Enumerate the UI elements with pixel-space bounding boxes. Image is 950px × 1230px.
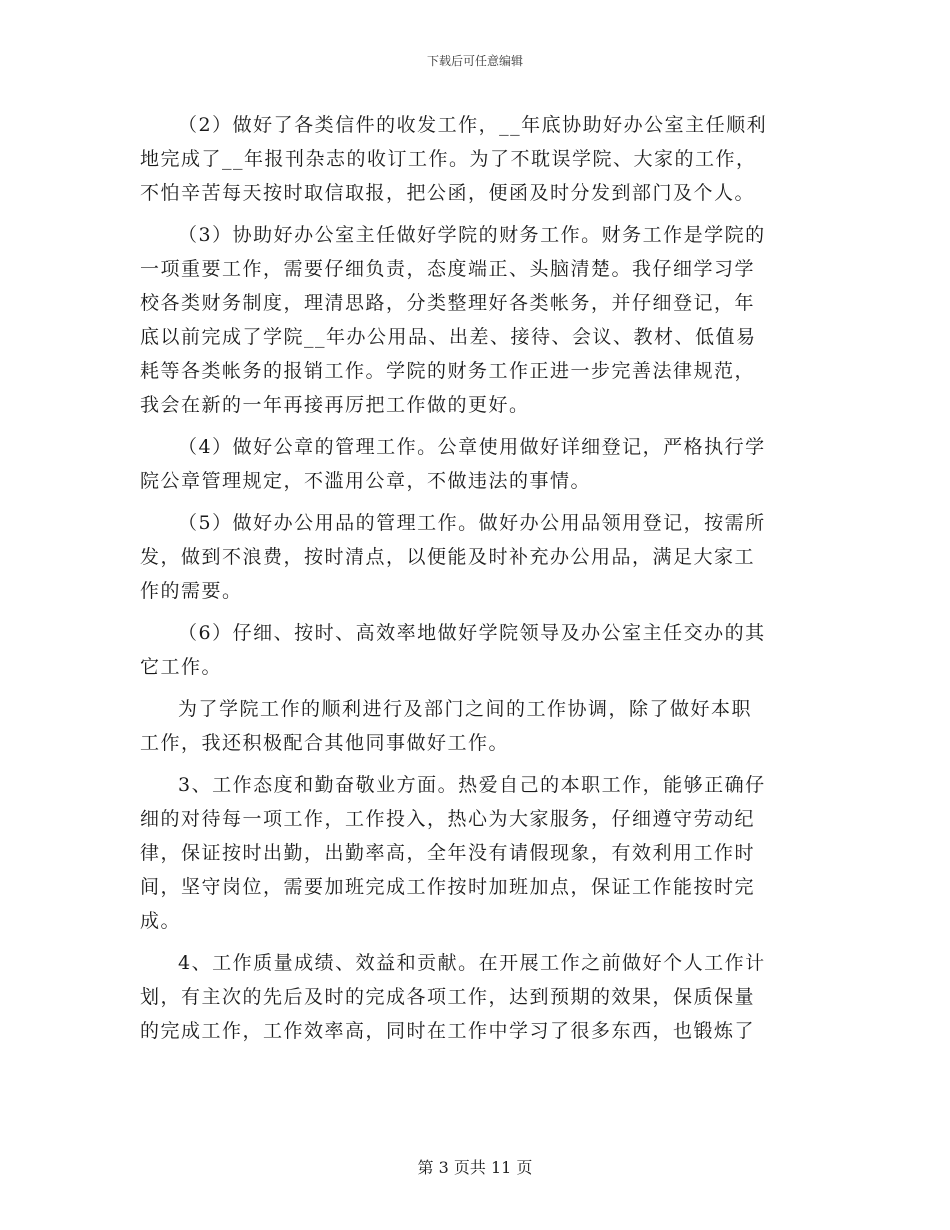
paragraph-line: 为了学院工作的顺利进行及部门之间的工作协调，除了做好本职 [178, 698, 753, 720]
paragraph-line: 作的需要。 [140, 580, 243, 602]
paragraph-line: 3、工作态度和勤奋敬业方面。热爱自己的本职工作，能够正确仔 [178, 774, 766, 796]
paragraph-line: 不怕辛苦每天按时取信取报，把公函，便函及时分发到部门及个人。 [140, 182, 756, 204]
paragraph-line: 间，坚守岗位，需要加班完成工作按时加班加点，保证工作能按时完 [140, 876, 756, 898]
paragraph-line: 我会在新的一年再接再厉把工作做的更好。 [140, 394, 530, 416]
paragraph-line: 底以前完成了学院__年办公用品、出差、接待、会议、教材、低值易 [140, 326, 757, 348]
document-body [140, 108, 812, 1048]
paragraph-line: 4、工作质量成绩、效益和贡献。在开展工作之前做好个人工作计 [178, 952, 766, 974]
paragraph-line: 地完成了__年报刊杂志的收订工作。为了不耽误学院、大家的工作， [140, 148, 757, 170]
paragraph-line: 律，保证按时出勤，出勤率高，全年没有请假现象，有效利用工作时 [140, 842, 756, 864]
paragraph-line: 划，有主次的先后及时的完成各项工作，达到预期的效果，保质保量 [140, 986, 756, 1008]
page-footer: 第 3 页共 11 页 [417, 1158, 533, 1177]
paragraph-line: 发，做到不浪费，按时清点，以便能及时补充办公用品，满足大家工 [140, 546, 756, 568]
paragraph-line: 细的对待每一项工作，工作投入，热心为大家服务，仔细遵守劳动纪 [140, 808, 756, 830]
paragraph-line: （5）做好办公用品的管理工作。做好办公用品领用登记，按需所 [178, 512, 766, 534]
paragraph-line: （4）做好公章的管理工作。公章使用做好详细登记，严格执行学 [178, 436, 766, 458]
paragraph-line: 它工作。 [140, 656, 223, 678]
paragraph-line: 工作，我还积极配合其他同事做好工作。 [140, 732, 510, 754]
paragraph-line: 的完成工作，工作效率高，同时在工作中学习了很多东西，也锻炼了 [140, 1020, 756, 1042]
paragraph-line: 一项重要工作，需要仔细负责，态度端正、头脑清楚。我仔细学习学 [140, 258, 756, 280]
paragraph-line: （6）仔细、按时、高效率地做好学院领导及办公室主任交办的其 [178, 622, 766, 644]
paragraph-line: （3）协助好办公室主任做好学院的财务工作。财务工作是学院的 [178, 224, 766, 246]
paragraph-line: 耗等各类帐务的报销工作。学院的财务工作正进一步完善法律规范， [140, 360, 756, 382]
page-header: 下载后可任意编辑 [426, 54, 523, 68]
paragraph-line: 院公章管理规定，不滥用公章，不做违法的事情。 [140, 470, 592, 492]
paragraph-line: （2）做好了各类信件的收发工作，__年底协助好办公室主任顺利 [178, 114, 768, 136]
paragraph-line: 成。 [140, 910, 182, 932]
paragraph-line: 校各类财务制度，理清思路，分类整理好各类帐务，并仔细登记，年 [140, 292, 756, 314]
